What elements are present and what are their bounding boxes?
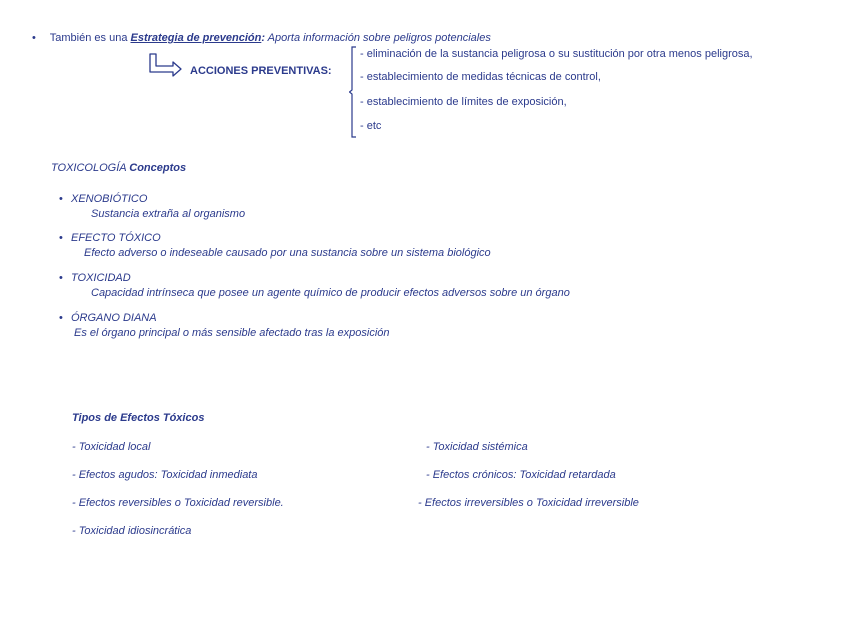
concept-definition: Sustancia extraña al organismo — [91, 208, 246, 220]
tipos-title: Tipos de Efectos Tóxicos — [72, 412, 205, 424]
concept-bullet: • — [59, 232, 63, 244]
intro-rest: Aporta información sobre peligros potenciales — [265, 32, 491, 44]
intro-bullet: • — [32, 32, 36, 44]
concept-bullet: • — [59, 272, 63, 284]
toxicologia-title-bold: Conceptos — [129, 162, 187, 174]
intro-colon: : — [261, 32, 265, 44]
acciones-label: ACCIONES PREVENTIVAS: — [190, 65, 332, 77]
intro-strategy: Estrategia de prevención — [130, 32, 262, 44]
tipo-right-item: - Toxicidad sistémica — [426, 441, 528, 453]
concept-term: ÓRGANO DIANA — [71, 312, 157, 324]
concept-definition: Efecto adverso o indeseable causado por una sustancia sobre un sistema biológico — [84, 247, 491, 259]
concept-bullet: • — [59, 312, 63, 324]
concept-term: TOXICIDAD — [71, 272, 131, 284]
tipo-left-item: - Efectos agudos: Toxicidad inmediata — [72, 469, 258, 481]
tipo-left-item: - Toxicidad idiosincrática — [72, 525, 192, 537]
concept-bullet: • — [59, 193, 63, 205]
intro-line — [32, 32, 491, 44]
tipo-right-item: - Efectos crónicos: Toxicidad retardada — [426, 469, 616, 481]
tipo-left-item: - Efectos reversibles o Toxicidad reversible. — [72, 497, 284, 509]
concept-definition: Es el órgano principal o más sensible afectado tras la exposición — [74, 327, 390, 339]
corner-arrow-icon — [147, 52, 183, 78]
toxicologia-title — [51, 162, 186, 174]
toxicologia-title-prefix: TOXICOLOGÍA — [51, 162, 130, 174]
accion-item: - establecimiento de límites de exposición, — [360, 96, 567, 108]
tipo-right-item: - Efectos irreversibles o Toxicidad irreversible — [418, 497, 639, 509]
brace-icon — [349, 46, 357, 138]
accion-item: - establecimiento de medidas técnicas de control, — [360, 71, 601, 83]
accion-item: - etc — [360, 120, 382, 132]
concept-term: EFECTO TÓXICO — [71, 232, 161, 244]
intro-prefix: También es una — [49, 32, 131, 44]
concept-definition: Capacidad intrínseca que posee un agente químico de producir efectos adversos sobre un órgano — [91, 287, 570, 299]
concept-term: XENOBIÓTICO — [71, 193, 148, 205]
accion-item: - eliminación de la sustancia peligrosa o su sustitución por otra menos peligrosa, — [360, 48, 753, 60]
tipo-left-item: - Toxicidad local — [72, 441, 151, 453]
